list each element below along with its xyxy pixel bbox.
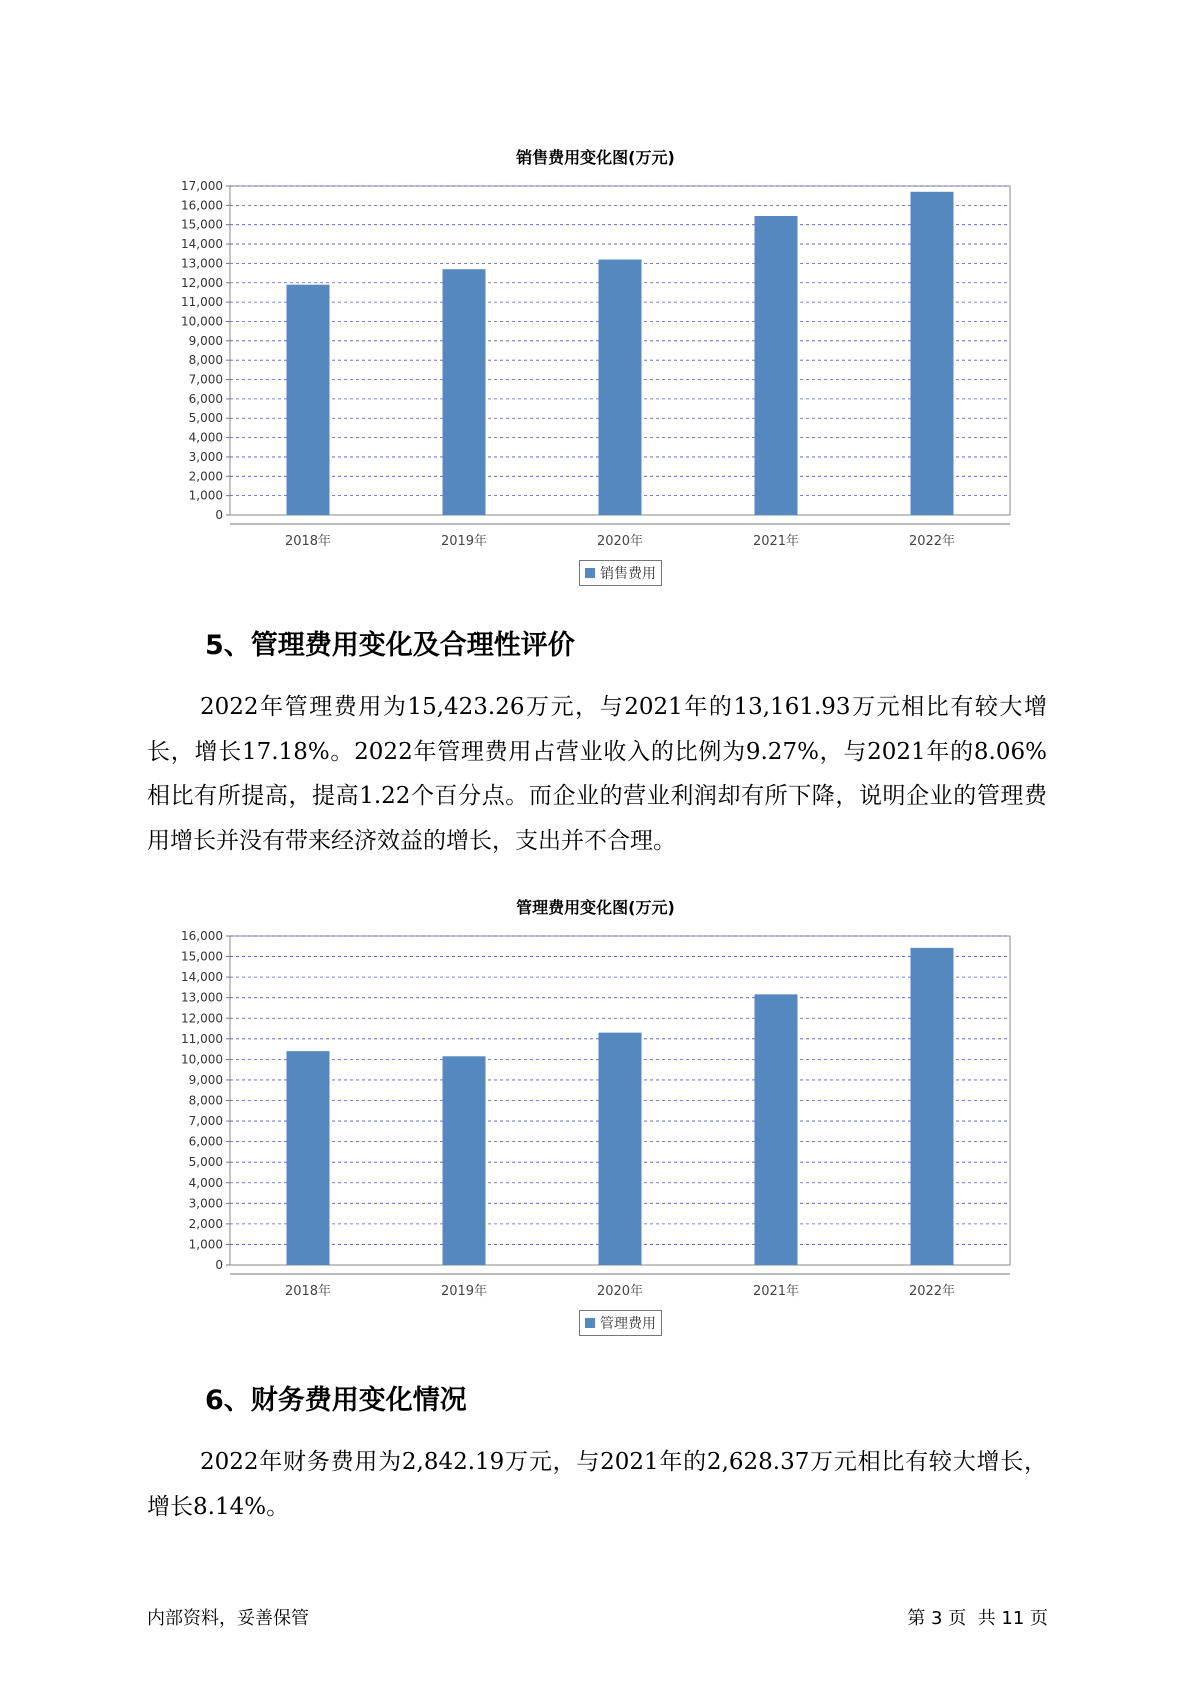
- y-tick-label: 8,000: [188, 353, 223, 368]
- y-tick-label: 5,000: [188, 411, 223, 426]
- bar: [755, 216, 798, 515]
- x-tick-label: 2022年: [908, 1284, 956, 1299]
- y-tick-label: 0: [215, 508, 223, 522]
- y-tick-label: 16,000: [181, 198, 223, 213]
- chart-1-title: 销售费用变化图(万元): [516, 148, 675, 167]
- section-5-paragraph: 2022年管理费用为15,423.26万元，与2021年的13,161.93万元相比有较大增长，增长17.18%。2022年管理费用占营业收入的比例为9.27%，与2021年的8.06%相比有所提高，提高1.22个百分点。而企业的营业利润却有所下降，说明企业的管理费用增长并没有带来经济效益的增长，支出并不合理。: [147, 694, 1047, 854]
- y-tick-label: 7,000: [188, 1114, 223, 1129]
- y-tick-label: 3,000: [188, 449, 223, 464]
- x-tick-label: 2019年: [440, 1284, 488, 1299]
- y-tick-label: 10,000: [181, 314, 223, 329]
- y-tick-label: 4,000: [188, 430, 223, 445]
- y-tick-label: 6,000: [188, 391, 223, 406]
- sales-expense-chart: [0, 170, 1191, 549]
- y-tick-label: 0: [215, 1258, 223, 1272]
- x-tick-label: 2021年: [752, 1284, 800, 1299]
- section-5-heading: 5、管理费用变化及合理性评价: [205, 630, 575, 661]
- section-6-paragraph: 2022年财务费用为2,842.19万元，与2021年的2,628.37万元相比有较大增长，增长8.14%。: [147, 1449, 1047, 1520]
- bar: [287, 1051, 330, 1265]
- y-tick-label: 6,000: [188, 1134, 223, 1149]
- x-tick-label: 2018年: [284, 1284, 332, 1299]
- y-tick-label: 2,000: [188, 1216, 223, 1231]
- y-tick-label: 8,000: [188, 1093, 223, 1108]
- y-tick-label: 2,000: [188, 469, 223, 484]
- chart-2-title: 管理费用变化图(万元): [516, 898, 675, 917]
- bar: [599, 260, 642, 515]
- y-tick-label: 5,000: [188, 1155, 223, 1170]
- y-tick-label: 13,000: [181, 990, 223, 1005]
- bar: [599, 1033, 642, 1265]
- y-tick-label: 1,000: [188, 1237, 223, 1252]
- x-tick-label: 2018年: [284, 534, 332, 549]
- x-tick-label: 2020年: [596, 534, 644, 549]
- management-expense-chart: [0, 920, 1191, 1299]
- y-tick-label: 7,000: [188, 372, 223, 387]
- x-tick-label: 2021年: [752, 534, 800, 549]
- bar: [755, 994, 798, 1265]
- chart-2-legend: [579, 1310, 662, 1336]
- y-tick-label: 9,000: [188, 1072, 223, 1087]
- x-tick-label: 2020年: [596, 1284, 644, 1299]
- y-tick-label: 14,000: [181, 970, 223, 985]
- legend-label: 销售费用: [600, 566, 656, 582]
- y-tick-label: 15,000: [181, 217, 223, 232]
- bar: [287, 285, 330, 515]
- legend-label: 管理费用: [600, 1316, 656, 1332]
- chart-1-legend: [579, 560, 662, 586]
- y-tick-label: 1,000: [188, 488, 223, 503]
- y-tick-label: 14,000: [181, 237, 223, 252]
- bar: [443, 1056, 486, 1265]
- y-tick-label: 11,000: [181, 1031, 223, 1046]
- y-tick-label: 10,000: [181, 1052, 223, 1067]
- bar: [911, 948, 954, 1265]
- footer-confidential-note: 内部资料，妥善保管: [147, 1608, 309, 1629]
- y-tick-label: 3,000: [188, 1196, 223, 1211]
- y-tick-label: 17,000: [181, 179, 223, 193]
- bar: [911, 192, 954, 515]
- y-tick-label: 9,000: [188, 333, 223, 348]
- footer-page-number: 第 3 页 共 11 页: [907, 1608, 1048, 1629]
- legend-swatch: [585, 568, 595, 578]
- x-tick-label: 2019年: [440, 534, 488, 549]
- y-tick-label: 15,000: [181, 949, 223, 964]
- x-tick-label: 2022年: [908, 534, 956, 549]
- y-tick-label: 12,000: [181, 1011, 223, 1026]
- y-tick-label: 4,000: [188, 1175, 223, 1190]
- bar: [443, 269, 486, 515]
- y-tick-label: 11,000: [181, 295, 223, 310]
- legend-swatch: [585, 1318, 595, 1328]
- section-6-heading: 6、财务费用变化情况: [205, 1385, 467, 1416]
- y-tick-label: 12,000: [181, 275, 223, 290]
- y-tick-label: 16,000: [181, 929, 223, 943]
- y-tick-label: 13,000: [181, 256, 223, 271]
